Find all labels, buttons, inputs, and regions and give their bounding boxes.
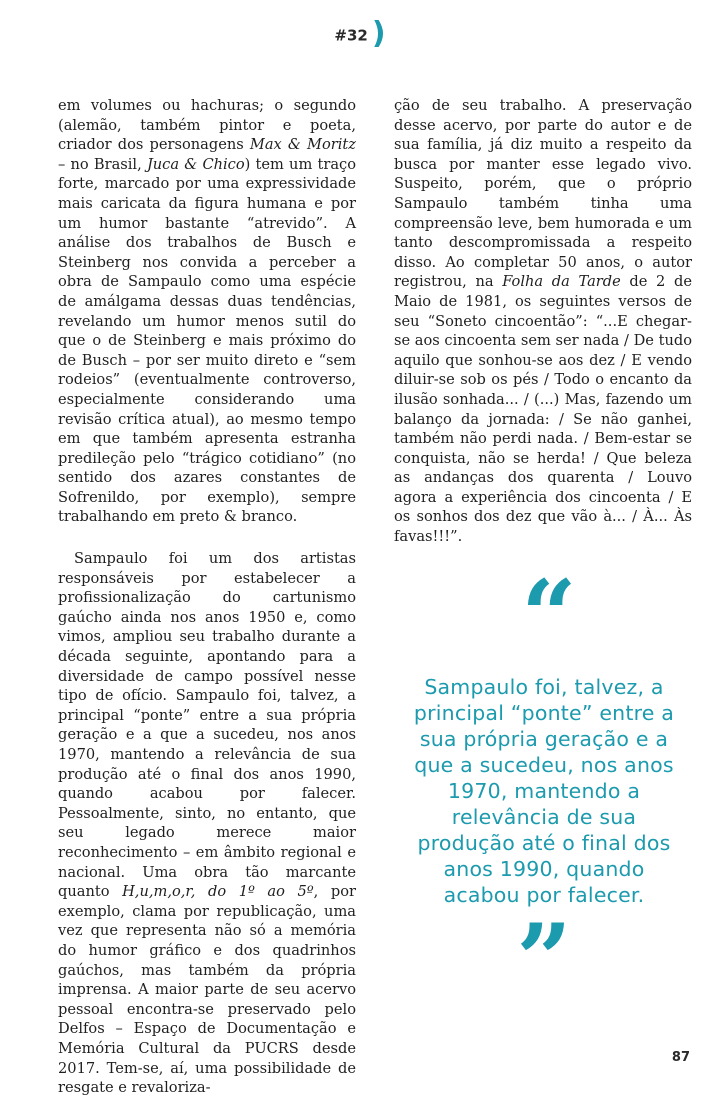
page-header [0,18,720,53]
italic-title: Folha da Tarde [502,273,621,291]
text-run: ção de seu trabalho. A preservação desse acervo, por parte do autor e de sua família, já diz muito a respeito da busca por manter esse legado vivo. Suspeito, porém, que o próprio Sampaulo também tinha uma compreensão leve, bem humorada e um tanto descompromissada a respeito disso. Ao completar 50 anos, o autor registrou, na [394,97,692,291]
text-run: ) tem um traço forte, marcado por uma expressividade mais caricata da figura humana e por um humor bastante “atrevido”. A análise dos trabalhos de Busch e Steinberg nos convida a perceber a obra de Sampaulo como uma espécie de amálgama dessas duas tendências, revelando um humor menos sutil do que o de Steinberg e mais próximo do de Busch – por ser muito direto e “sem rodeios” (eventualmente controverso, especialmente considerando uma revisão crítica atual), ao mesmo tempo em que também apresenta estranha predileção pelo “trágico cotidiano” (no sentido dos azares constantes de Sofrenildo, por exemplo), sempre trabalhando em preto & branco. [58,155,356,526]
left-paragraph-1 [58,96,356,527]
left-paragraph-2 [58,549,356,1098]
right-column [394,96,692,547]
italic-title: Max & Moritz [249,136,356,154]
pull-quote [404,559,684,1016]
issue-number: #32 [334,26,368,45]
page-number: 87 [671,1050,690,1065]
text-run: Sampaulo foi um dos artistas responsáveis por estabelecer a profissionalização do cartunismo gaúcho ainda nos anos 1950 e, como vimos, ampliou seu trabalho durante a década seguinte, apontando para a diversidade de campo possível nesse tipo de ofício. Sampaulo foi, talvez, a principal “ponte” entre a sua própria geração e a que a sucedeu, nos anos 1970, mantendo a relevância de sua produção até o final dos anos 1990, quando acabou por falecer. Pessoalmente, sinto, no entanto, que seu legado merece maior reconhecimento – em âmbito regional e nacional. Uma obra tão marcante quanto [58,550,356,901]
italic-title: H,u,m,o,r, do 1º ao 5º [122,883,314,901]
issue-bracket-icon: ) [371,16,386,51]
text-run: – no Brasil, [58,155,147,173]
pull-quote-text: Sampaulo foi, talvez, a principal “ponte” entre a sua própria geração e a que a sucedeu, nos anos 1970, mantendo a relevância de sua produção até o final dos anos 1990, quando acabou por falecer. [413,675,675,907]
italic-title: Juca & Chico [146,155,245,173]
left-column [58,96,356,1098]
open-quote-icon: “ [521,559,577,672]
text-run: de 2 de Maio de 1981, os seguintes versos de seu “Soneto cincoentão”: “...E chegar-se aos cincoenta sem ser nada / De tudo aquilo que sonhou-se aos dez / E vendo diluir-se sob os pés / Todo o encanto da ilusão sonhada... / (...) Mas, fazendo um balanço da jornada: / Se não ganhei, também não perdi nada. / Bem-estar se conquista, não se herda! / Que beleza as andanças dos quarenta / Louvo agora a experiência dos cincoenta / E os sonhos dos dez que vão à... / À... Às favas!!!”. [394,273,692,546]
close-quote-icon: ” [516,903,572,1016]
right-paragraph-1 [394,96,692,547]
text-run: em volumes ou hachuras; o segundo (alemão, também pintor e poeta, criador dos personagens [58,97,356,154]
text-run: , por exemplo, clama por republicação, uma vez que representa não só a memória do humor gráfico e dos quadrinhos gaúchos, mas também da própria imprensa. A maior parte de seu acervo pessoal encontra-se preservado pelo Delfos – Espaço de Documentação e Memória Cultural da PUCRS desde 2017. Tem-se, aí, uma possibilidade de resgate e revaloriza- [58,883,356,1097]
